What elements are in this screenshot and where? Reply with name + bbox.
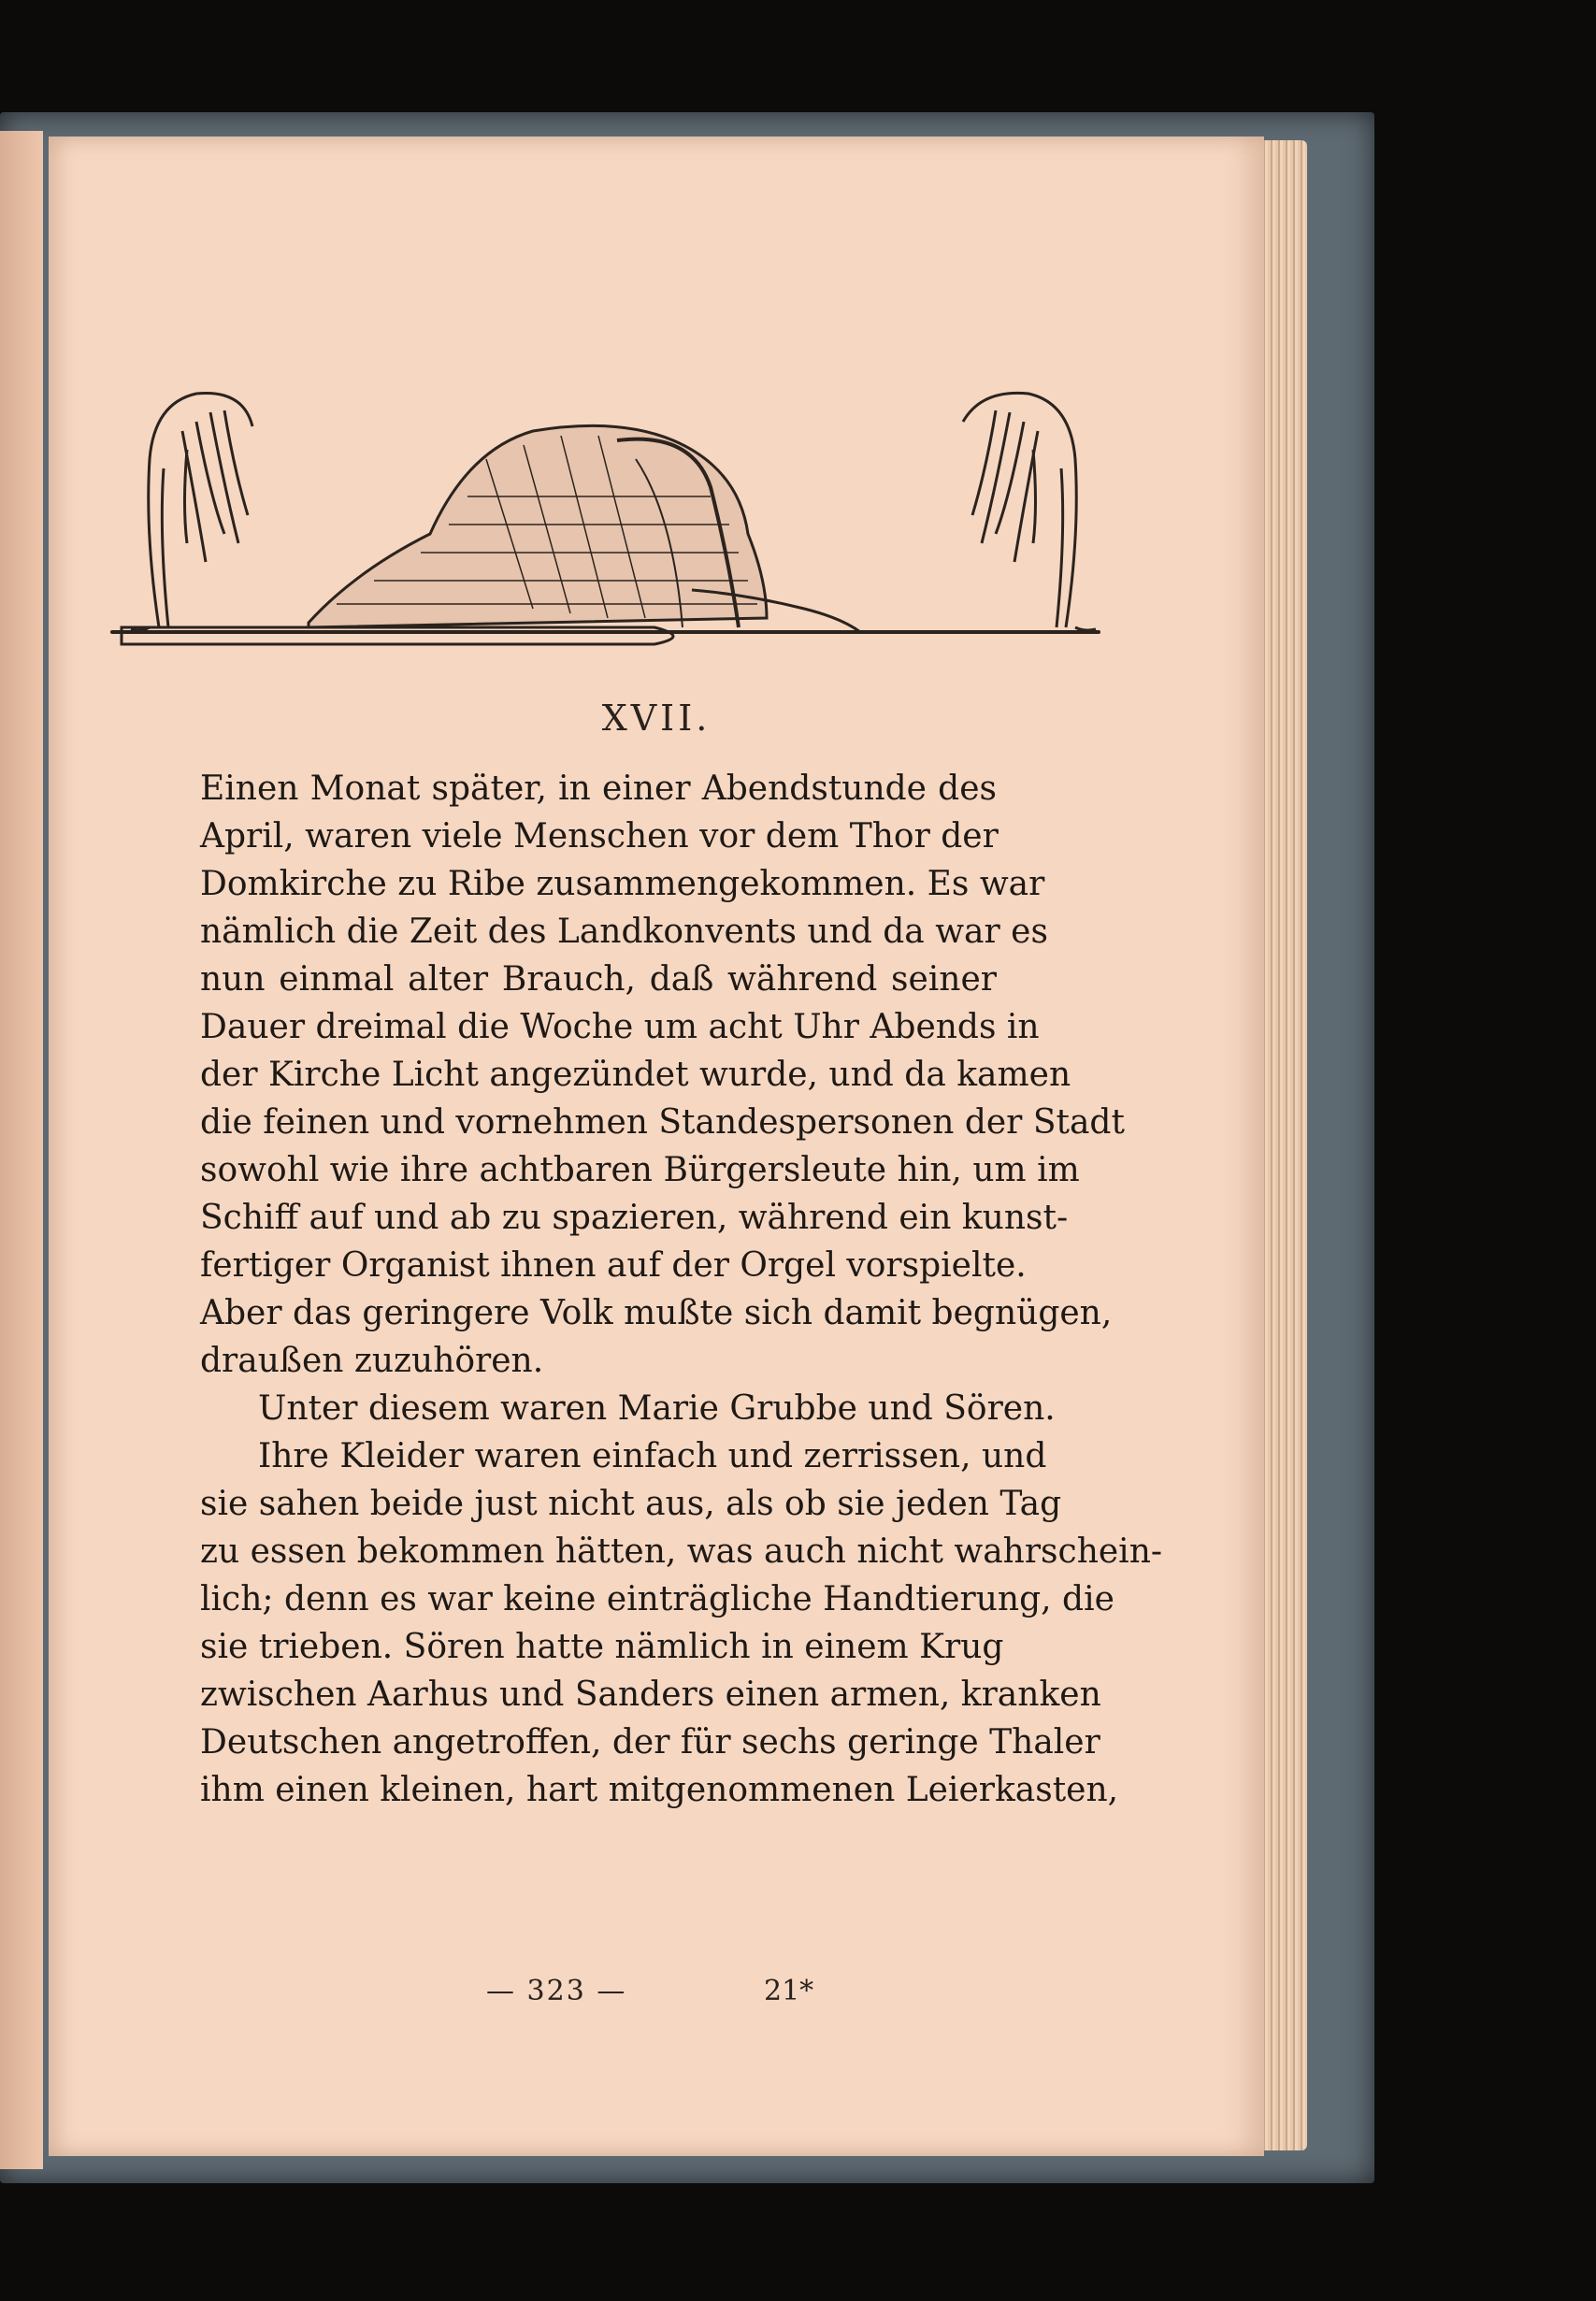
text-line: fertiger Organist ihnen auf der Orgel vorspielte.	[200, 1246, 1027, 1285]
signature-mark: 21*	[764, 1975, 814, 2007]
text-line: Deutschen angetroffen, der für sechs geringe Thaler	[200, 1723, 1100, 1762]
right-willow-tree	[963, 393, 1096, 630]
page-number: — 323 —	[486, 1975, 627, 2007]
text-line: Unter diesem waren Marie Grubbe und Sören.	[258, 1389, 1056, 1428]
text-line: sie trieben. Sören hatte nämlich in einem Krug	[200, 1628, 1004, 1666]
book-page	[49, 137, 1264, 2156]
text-line: sie sahen beide just nicht aus, als ob sie jeden Tag	[200, 1485, 1062, 1523]
text-line: draußen zuzuhören.	[200, 1342, 544, 1380]
text-line: zwischen Aarhus und Sanders einen armen, kranken	[200, 1675, 1101, 1714]
left-willow-tree	[131, 393, 252, 630]
text-line: nun einmal alter Brauch, daß während seiner	[200, 960, 997, 999]
chapter-heading: XVII.	[601, 697, 712, 739]
kneeling-figure	[309, 425, 860, 632]
page-footer	[49, 1975, 1264, 2021]
text-line: ihm einen kleinen, hart mitgenommenen Leierkasten,	[200, 1771, 1119, 1809]
text-line: zu essen bekommen hätten, was auch nicht wahrschein-	[200, 1532, 1163, 1571]
text-line: Aber das geringere Volk mußte sich damit begnügen,	[200, 1294, 1113, 1332]
text-line: Einen Monat später, in einer Abendstunde des	[200, 769, 997, 808]
text-line: die feinen und vornehmen Standespersonen der Stadt	[200, 1103, 1125, 1142]
left-page-edge	[0, 131, 43, 2169]
text-line: Domkirche zu Ribe zusammengekommen. Es war	[200, 865, 1045, 903]
body-text	[200, 765, 1163, 1814]
vignette-illustration	[93, 347, 1103, 665]
text-line: der Kirche Licht angezündet wurde, und da kamen	[200, 1056, 1071, 1094]
text-line: Schiff auf und ab zu spazieren, während ein kunst-	[200, 1199, 1069, 1237]
text-line: Dauer dreimal die Woche um acht Uhr Abends in	[200, 1008, 1040, 1046]
text-line: April, waren viele Menschen vor dem Thor der	[200, 817, 999, 856]
text-line: Ihre Kleider waren einfach und zerrissen, und	[258, 1437, 1047, 1475]
text-line: nämlich die Zeit des Landkonvents und da war es	[200, 913, 1048, 951]
text-line: sowohl wie ihre achtbaren Bürgersleute hin, um im	[200, 1151, 1080, 1189]
text-line: lich; denn es war keine einträgliche Handtierung, die	[200, 1580, 1114, 1618]
